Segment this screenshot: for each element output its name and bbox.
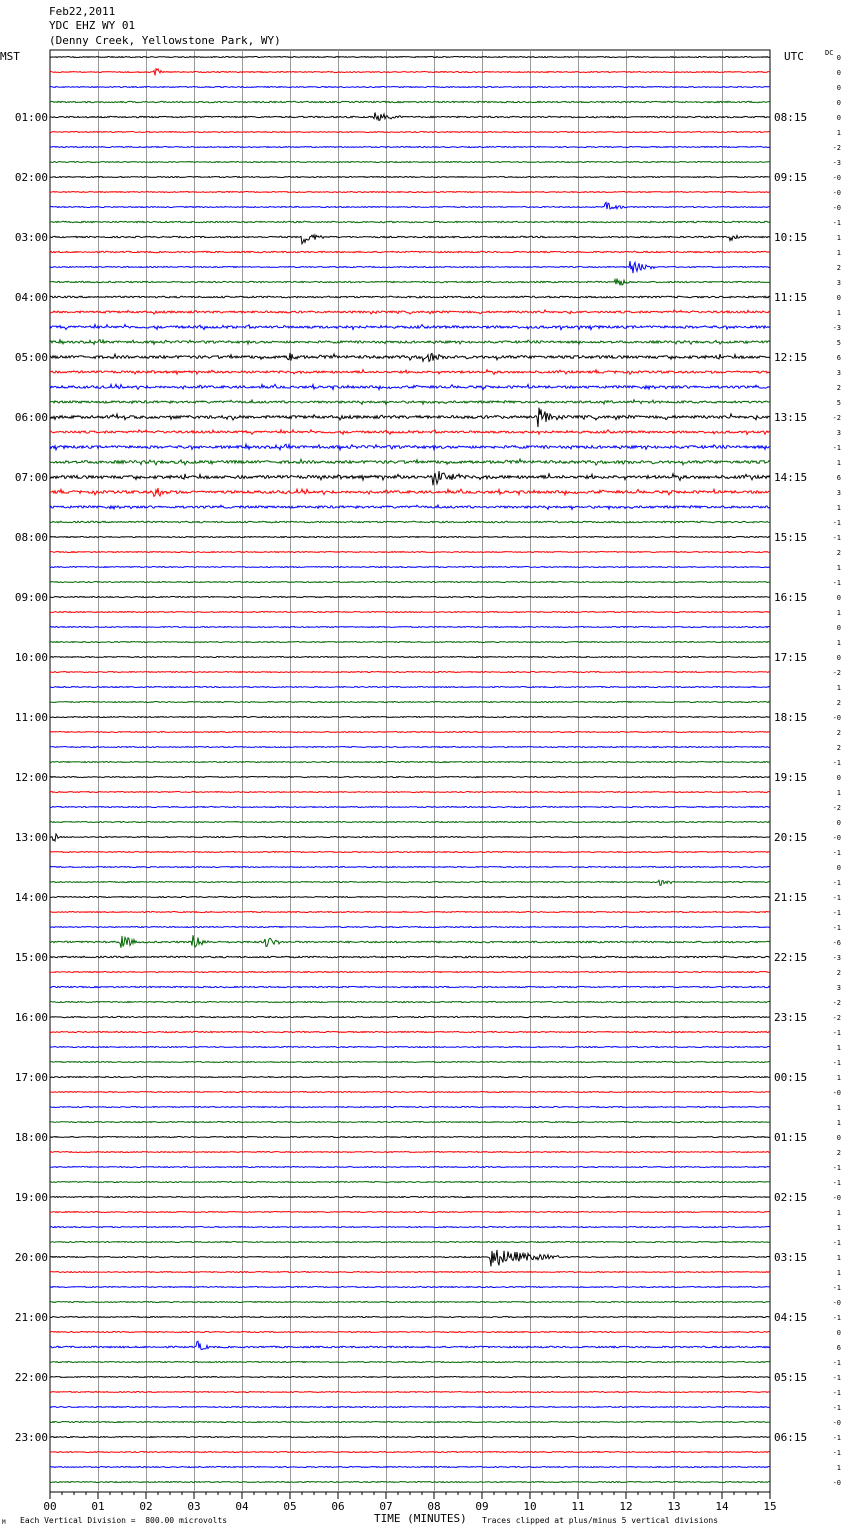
dc-offset-label: -1	[832, 1179, 841, 1187]
mst-hour-label: 16:00	[14, 1011, 48, 1024]
x-tick-label: 07	[379, 1500, 393, 1513]
seismic-trace	[50, 310, 770, 314]
dc-offset-label: -1	[832, 879, 841, 887]
seismic-trace	[50, 384, 770, 389]
seismic-trace	[50, 430, 770, 435]
utc-hour-label: 02:15	[774, 1191, 808, 1204]
dc-offset-label: -1	[832, 1284, 841, 1292]
dc-offset-label: -1	[832, 519, 841, 527]
dc-offset-label: 3	[836, 429, 841, 437]
dc-offset-label: 3	[836, 489, 841, 497]
utc-hour-label: 00:15	[774, 1071, 808, 1084]
seismic-trace	[50, 702, 770, 703]
seismic-trace	[50, 444, 770, 450]
seismic-trace	[50, 867, 770, 868]
seismic-trace	[50, 657, 770, 658]
dc-offset-label: 2	[836, 744, 841, 752]
seismic-trace	[50, 834, 770, 841]
utc-hour-label: 05:15	[774, 1371, 808, 1384]
dc-offset-label: -3	[832, 324, 841, 332]
seismic-trace	[50, 897, 770, 898]
utc-hour-label: 10:15	[774, 231, 808, 244]
dc-offset-label: -0	[832, 174, 841, 182]
seismic-trace	[50, 1482, 770, 1483]
dc-offset-label: 0	[836, 774, 841, 782]
seismic-trace	[50, 1452, 770, 1453]
left-timezone-label: MST	[0, 50, 20, 63]
seismic-trace	[50, 1137, 770, 1138]
utc-hour-label: 23:15	[774, 1011, 808, 1024]
seismic-trace	[50, 927, 770, 928]
dc-offset-label: -1	[832, 924, 841, 932]
dc-offset-label: 0	[836, 1329, 841, 1337]
seismic-trace	[50, 1212, 770, 1213]
dc-offset-label: 2	[836, 384, 841, 392]
dc-offset-label: -1	[832, 1314, 841, 1322]
dc-offset-label: 1	[836, 564, 841, 572]
dc-offset-label: 2	[836, 549, 841, 557]
mst-hour-label: 02:00	[14, 171, 48, 184]
seismic-trace	[50, 251, 770, 252]
utc-hour-label: 15:15	[774, 531, 808, 544]
dc-offset-label: 1	[836, 309, 841, 317]
seismic-trace	[50, 687, 770, 688]
station-code: YDC EHZ WY 01	[49, 19, 136, 32]
dc-offset-label: 0	[836, 594, 841, 602]
utc-hour-label: 22:15	[774, 951, 808, 964]
dc-offset-label: 3	[836, 369, 841, 377]
dc-offset-label: 1	[836, 1464, 841, 1472]
dc-offset-label: 1	[836, 684, 841, 692]
dc-offset-label: -1	[832, 1359, 841, 1367]
utc-hour-label: 16:15	[774, 591, 808, 604]
seismic-trace	[50, 1092, 770, 1093]
mst-hour-label: 21:00	[14, 1311, 48, 1324]
mst-hour-label: 22:00	[14, 1371, 48, 1384]
seismic-trace	[50, 1001, 770, 1002]
seismic-trace	[50, 521, 770, 523]
seismic-trace	[50, 400, 770, 405]
mst-hour-label: 07:00	[14, 471, 48, 484]
seismic-trace	[50, 567, 770, 568]
dc-offset-label: 1	[836, 1119, 841, 1127]
dc-offset-label: -0	[832, 189, 841, 197]
x-tick-label: 11	[571, 1500, 585, 1513]
seismic-trace	[50, 1107, 770, 1108]
seismic-trace	[50, 956, 770, 958]
seismic-trace	[50, 642, 770, 643]
dc-offset-label: 6	[836, 354, 841, 362]
dc-offset-label: -1	[832, 849, 841, 857]
x-tick-label: 02	[139, 1500, 153, 1513]
seismic-trace	[50, 1016, 770, 1017]
seismic-trace	[50, 325, 770, 330]
seismic-trace	[50, 370, 770, 375]
dc-offset-label: 1	[836, 1104, 841, 1112]
dc-offset-label: -0	[832, 204, 841, 212]
dc-offset-label: 1	[836, 459, 841, 467]
seismic-trace	[50, 807, 770, 808]
dc-offset-label: -1	[832, 759, 841, 767]
dc-offset-label: 1	[836, 1254, 841, 1262]
seismic-trace	[50, 261, 770, 273]
mst-hour-label: 11:00	[14, 711, 48, 724]
utc-hour-label: 14:15	[774, 471, 808, 484]
seismic-trace	[50, 1047, 770, 1048]
seismic-trace	[50, 1242, 770, 1243]
utc-hour-label: 01:15	[774, 1131, 808, 1144]
seismic-trace	[50, 69, 770, 76]
seismic-trace	[50, 113, 770, 121]
dc-offset-label: 2	[836, 699, 841, 707]
scale-note: Each Vertical Division = 800.00 microvolts	[20, 1516, 228, 1525]
seismic-trace	[50, 1317, 770, 1318]
seismic-trace	[50, 852, 770, 853]
seismic-trace	[50, 221, 770, 222]
seismic-trace	[50, 986, 770, 987]
mst-hour-label: 05:00	[14, 351, 48, 364]
seismic-trace	[50, 792, 770, 793]
record-date: Feb22,2011	[49, 5, 116, 18]
mst-hour-label: 15:00	[14, 951, 48, 964]
x-tick-label: 09	[475, 1500, 489, 1513]
seismic-trace	[50, 488, 770, 496]
dc-offset-label: -2	[832, 999, 841, 1007]
dc-offset-label: -1	[832, 579, 841, 587]
seismic-trace	[50, 203, 770, 210]
dc-offset-label: 5	[836, 339, 841, 347]
dc-offset-label: -1	[832, 534, 841, 542]
seismic-trace	[50, 1197, 770, 1198]
dc-offset-label: -1	[832, 444, 841, 452]
clip-note: Traces clipped at plus/minus 5 vertical divisions	[482, 1516, 719, 1525]
seismic-trace	[50, 192, 770, 193]
dc-offset-label: 1	[836, 249, 841, 257]
seismic-trace	[50, 147, 770, 148]
seismic-trace	[50, 627, 770, 628]
utc-hour-label: 18:15	[774, 711, 808, 724]
dc-offset-label: -0	[832, 1299, 841, 1307]
x-tick-label: 12	[619, 1500, 633, 1513]
seismic-trace	[50, 235, 770, 244]
seismic-trace	[50, 1152, 770, 1153]
utc-hour-label: 08:15	[774, 111, 808, 124]
dc-offset-label: 0	[836, 294, 841, 302]
x-tick-label: 04	[235, 1500, 249, 1513]
seismic-trace	[50, 296, 770, 298]
seismic-trace	[50, 1422, 770, 1423]
x-tick-label: 00	[43, 1500, 57, 1513]
seismic-trace	[50, 459, 770, 465]
dc-offset-label: -0	[832, 1194, 841, 1202]
seismic-trace	[50, 1227, 770, 1228]
seismic-trace	[50, 732, 770, 733]
mst-hour-label: 20:00	[14, 1251, 48, 1264]
seismic-trace	[50, 408, 770, 428]
dc-offset-label: 1	[836, 1224, 841, 1232]
seismic-trace	[50, 777, 770, 778]
station-location: (Denny Creek, Yellowstone Park, WY)	[49, 34, 281, 47]
seismic-trace	[50, 340, 770, 345]
x-tick-label: 10	[523, 1500, 537, 1513]
mst-hour-label: 17:00	[14, 1071, 48, 1084]
mst-hour-label: 06:00	[14, 411, 48, 424]
seismic-trace	[50, 717, 770, 718]
dc-offset-label: -0	[832, 714, 841, 722]
seismic-trace	[50, 1167, 770, 1168]
x-tick-label: 01	[91, 1500, 105, 1513]
dc-offset-label: 0	[836, 84, 841, 92]
dc-offset-label: -1	[832, 1029, 841, 1037]
dc-offset-label: -1	[832, 1449, 841, 1457]
seismic-trace	[50, 1392, 770, 1393]
seismic-trace	[50, 747, 770, 748]
seismic-trace	[50, 762, 770, 763]
utc-hour-label: 12:15	[774, 351, 808, 364]
dc-offset-label: 6	[836, 1344, 841, 1352]
seismic-trace	[50, 880, 770, 885]
x-tick-label: 13	[667, 1500, 681, 1513]
utc-hour-label: 03:15	[774, 1251, 808, 1264]
mst-hour-label: 12:00	[14, 771, 48, 784]
dc-offset-label: -6	[832, 939, 841, 947]
dc-offset-label: -2	[832, 669, 841, 677]
dc-offset-label: 0	[836, 99, 841, 107]
mst-hour-label: 18:00	[14, 1131, 48, 1144]
mst-hour-label: 14:00	[14, 891, 48, 904]
dc-offset-label: 2	[836, 1149, 841, 1157]
dc-offset-label: -0	[832, 1089, 841, 1097]
dc-offset-label: -1	[832, 1434, 841, 1442]
x-tick-label: 08	[427, 1500, 441, 1513]
dc-offset-label: 1	[836, 1209, 841, 1217]
dc-offset-label: 0	[836, 69, 841, 77]
dc-offset-label: 0	[836, 624, 841, 632]
seismic-trace	[50, 597, 770, 598]
dc-offset-label: 1	[836, 789, 841, 797]
utc-hour-label: 13:15	[774, 411, 808, 424]
seismic-trace	[50, 1287, 770, 1288]
dc-offset-label: -1	[832, 1374, 841, 1382]
dc-offset-label: 3	[836, 984, 841, 992]
mst-hour-label: 23:00	[14, 1431, 48, 1444]
dc-offset-label: 1	[836, 609, 841, 617]
mst-hour-label: 01:00	[14, 111, 48, 124]
seismic-trace	[50, 177, 770, 178]
utc-hour-label: 11:15	[774, 291, 808, 304]
dc-offset-label: -0	[832, 1419, 841, 1427]
dc-offset-label: 1	[836, 1074, 841, 1082]
seismic-trace	[50, 1407, 770, 1408]
dc-offset-label: -1	[832, 1389, 841, 1397]
dc-offset-label: -3	[832, 954, 841, 962]
seismic-trace	[50, 1250, 770, 1267]
dc-offset-label: 3	[836, 279, 841, 287]
dc-offset-label: 1	[836, 1269, 841, 1277]
right-timezone-label: UTC	[784, 50, 804, 63]
dc-offset-label: -0	[832, 834, 841, 842]
seismic-trace	[50, 1362, 770, 1363]
x-axis-title: TIME (MINUTES)	[374, 1512, 467, 1525]
dc-offset-label: 1	[836, 504, 841, 512]
corner-mark: M	[2, 1519, 6, 1526]
seismic-trace	[50, 1332, 770, 1333]
dc-offset-label: -1	[832, 1059, 841, 1067]
seismic-trace	[50, 1272, 770, 1273]
seismic-trace	[50, 132, 770, 133]
dc-offset-label: 0	[836, 819, 841, 827]
utc-hour-label: 06:15	[774, 1431, 808, 1444]
mst-hour-label: 10:00	[14, 651, 48, 664]
dc-offset-label: -2	[832, 144, 841, 152]
seismic-trace	[50, 672, 770, 673]
utc-hour-label: 20:15	[774, 831, 808, 844]
dc-offset-label: 0	[836, 864, 841, 872]
seismic-trace	[50, 537, 770, 538]
seismic-trace	[50, 1377, 770, 1378]
x-tick-label: 03	[187, 1500, 201, 1513]
utc-hour-label: 09:15	[774, 171, 808, 184]
seismic-trace	[50, 1341, 770, 1349]
dc-offset-label: 0	[836, 1134, 841, 1142]
mst-hour-label: 19:00	[14, 1191, 48, 1204]
dc-offset-label: -1	[832, 1404, 841, 1412]
dc-offset-label: 2	[836, 264, 841, 272]
mst-hour-label: 13:00	[14, 831, 48, 844]
dc-offset-label: 0	[836, 114, 841, 122]
seismic-trace	[50, 822, 770, 823]
dc-offset-label: 1	[836, 234, 841, 242]
dc-offset-label: 0	[836, 54, 841, 62]
dc-offset-label: 2	[836, 729, 841, 737]
mst-hour-label: 03:00	[14, 231, 48, 244]
dc-offset-label: -0	[832, 1479, 841, 1487]
seismic-trace	[50, 471, 770, 485]
seismic-trace	[50, 1077, 770, 1078]
seismic-trace	[50, 612, 770, 613]
seismic-trace	[50, 1031, 770, 1032]
x-tick-label: 06	[331, 1500, 345, 1513]
seismic-trace	[50, 582, 770, 583]
seismic-trace	[50, 101, 770, 102]
seismic-trace	[50, 972, 770, 973]
seismic-trace	[50, 1437, 770, 1438]
dc-offset-label: 1	[836, 639, 841, 647]
x-tick-label: 14	[715, 1500, 729, 1513]
dc-offset-label: -1	[832, 219, 841, 227]
seismic-trace	[50, 57, 770, 58]
seismic-trace	[50, 1302, 770, 1303]
utc-hour-label: 21:15	[774, 891, 808, 904]
dc-offset-label: -1	[832, 909, 841, 917]
dc-offset-label: -1	[832, 1164, 841, 1172]
dc-offset-label: -3	[832, 159, 841, 167]
dc-offset-label: 1	[836, 1044, 841, 1052]
dc-offset-label: 2	[836, 969, 841, 977]
seismic-trace	[50, 935, 770, 948]
utc-hour-label: 04:15	[774, 1311, 808, 1324]
mst-hour-label: 08:00	[14, 531, 48, 544]
x-tick-label: 05	[283, 1500, 297, 1513]
seismic-trace	[50, 1182, 770, 1183]
dc-offset-label: -2	[832, 1014, 841, 1022]
dc-offset-label: -1	[832, 894, 841, 902]
seismic-trace	[50, 162, 770, 163]
dc-offset-label: 6	[836, 474, 841, 482]
x-tick-label: 15	[763, 1500, 777, 1513]
dc-offset-label: 5	[836, 399, 841, 407]
mst-hour-label: 04:00	[14, 291, 48, 304]
dc-offset-label: -2	[832, 804, 841, 812]
dc-column-label: DC	[825, 49, 834, 57]
dc-offset-label: -1	[832, 1239, 841, 1247]
dc-offset-label: 1	[836, 129, 841, 137]
seismic-trace	[50, 1122, 770, 1123]
seismic-trace	[50, 1467, 770, 1468]
dc-offset-label: -2	[832, 414, 841, 422]
utc-hour-label: 19:15	[774, 771, 808, 784]
seismic-trace	[50, 505, 770, 509]
seismic-trace	[50, 353, 770, 361]
seismic-trace	[50, 912, 770, 913]
seismic-trace	[50, 279, 770, 286]
mst-hour-label: 09:00	[14, 591, 48, 604]
seismic-trace	[50, 1062, 770, 1063]
dc-offset-label: 0	[836, 654, 841, 662]
utc-hour-label: 17:15	[774, 651, 808, 664]
seismic-trace	[50, 552, 770, 553]
seismic-trace	[50, 87, 770, 88]
